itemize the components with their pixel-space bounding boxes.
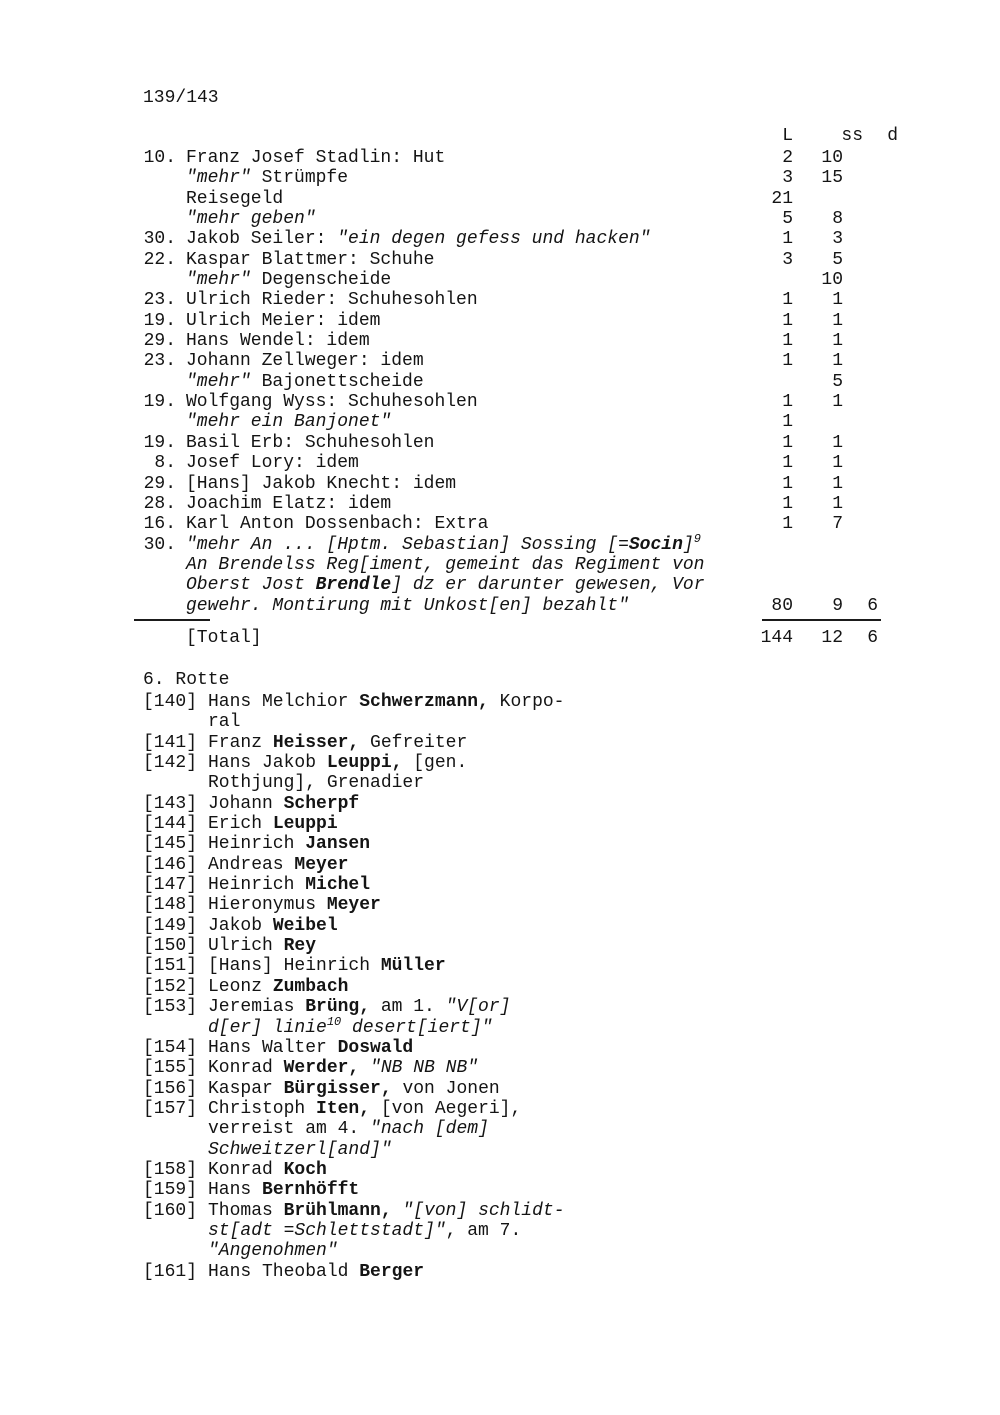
text-segment: st[adt =Schlettstadt]" — [208, 1220, 446, 1241]
entry-text — [186, 311, 753, 331]
text-segment: Hans Theobald — [208, 1261, 360, 1282]
text-segment: Iten, — [316, 1098, 371, 1119]
value-l: 2 — [782, 148, 793, 168]
text-segment: Jansen — [305, 834, 371, 855]
text-segment: Meyer — [294, 854, 349, 875]
roster-row — [143, 692, 565, 712]
roster-row — [143, 936, 565, 956]
value-l: 3 — [782, 168, 793, 189]
text-segment: Brüng, — [305, 997, 371, 1018]
text-segment: Hans Walter — [208, 1037, 338, 1058]
value-l: 1 — [782, 310, 793, 331]
text-segment: Rey — [283, 936, 317, 957]
text-segment: ] dz er darunter gewesen, Vor — [391, 575, 705, 596]
roster-id: [149] — [143, 915, 198, 936]
text-segment: "Angenohmen" — [208, 1241, 338, 1262]
roster-text — [208, 712, 240, 732]
text-segment: Konrad — [208, 1058, 284, 1079]
text-segment: Scherpf — [283, 793, 360, 814]
roster-row — [143, 773, 565, 793]
section-heading: 6. Rotte — [143, 670, 230, 690]
roster-id: [161] — [143, 1261, 198, 1282]
value-ss: 1 — [832, 351, 843, 372]
entry-number: 19. — [143, 392, 176, 413]
text-segment: [Hans] Heinrich — [208, 956, 381, 977]
entry-number: 19. — [143, 310, 176, 331]
roster-id: [152] — [143, 976, 198, 997]
ledger-row — [143, 148, 878, 168]
roster-text — [208, 692, 564, 712]
roster-text — [208, 1241, 338, 1261]
text-segment: Leuppi, — [326, 753, 403, 774]
header-spacer — [143, 126, 176, 146]
roster-row — [143, 875, 565, 895]
roster-row — [143, 814, 565, 834]
text-segment: [Hans] Jakob Knecht: idem — [186, 473, 457, 494]
value-l: 1 — [782, 229, 793, 250]
text-segment: Doswald — [337, 1037, 414, 1058]
ledger-row — [143, 596, 878, 616]
roster-id: [157] — [143, 1098, 198, 1119]
ledger-row — [143, 209, 878, 229]
text-segment: Michel — [305, 875, 371, 896]
value-ss: 10 — [821, 148, 843, 168]
entry-text — [186, 412, 753, 432]
text-segment: Socin — [628, 534, 683, 555]
text-segment: Müller — [380, 956, 446, 977]
ledger-row — [143, 351, 878, 371]
roster-row — [143, 1201, 565, 1221]
entry-text — [186, 514, 753, 534]
roster-id: [160] — [143, 1200, 198, 1221]
entry-number: 23. — [143, 290, 176, 311]
text-segment: [von Aegeri], — [370, 1098, 522, 1119]
value-ss: 1 — [832, 392, 843, 413]
roster-row — [143, 794, 565, 814]
value-ss: 1 — [832, 493, 843, 514]
roster-row — [143, 1099, 565, 1119]
text-segment: An Brendelss Reg[iment, gemeint das Regiment von — [186, 554, 705, 575]
value-d: 6 — [867, 595, 878, 616]
value-ss: 1 — [832, 290, 843, 311]
text-segment: Karl Anton Dossenbach: Extra — [186, 514, 489, 535]
roster-text — [208, 733, 467, 753]
text-segment: Franz — [208, 732, 273, 753]
entry-text — [186, 290, 753, 310]
value-ss: 8 — [832, 209, 843, 230]
roster-text — [208, 977, 348, 997]
roster-row — [143, 1079, 565, 1099]
roster-text — [208, 916, 338, 936]
roster-text — [208, 834, 370, 854]
value-l: 3 — [782, 249, 793, 270]
text-segment: Basil Erb: Schuhesohlen — [186, 432, 435, 453]
roster-row — [143, 1038, 565, 1058]
entry-number: 30. — [143, 534, 176, 555]
text-segment: "[von] schlidt- — [402, 1200, 565, 1221]
roster-row — [143, 977, 565, 997]
ledger-row — [143, 372, 878, 392]
total-value-d: 6 — [867, 628, 878, 648]
text-segment: "mehr" — [186, 270, 251, 291]
roster-row — [143, 855, 565, 875]
value-ss: 15 — [821, 168, 843, 189]
text-segment: Berger — [359, 1261, 425, 1282]
text-segment: Johann — [208, 793, 284, 814]
roster-text — [208, 1099, 521, 1119]
entry-text — [186, 331, 753, 351]
entry-text — [186, 250, 753, 270]
entry-text — [186, 531, 753, 555]
roster-row — [143, 733, 565, 753]
entry-number: 19. — [143, 432, 176, 453]
roster-text — [208, 1079, 500, 1099]
column-header-ss: ss — [841, 126, 863, 146]
roster-row — [143, 1262, 565, 1282]
text-segment: Zumbach — [272, 976, 349, 997]
roster-text — [208, 814, 338, 834]
ledger-row — [143, 331, 878, 351]
total-rule-left — [134, 619, 210, 621]
text-segment: Bürgisser, — [283, 1078, 392, 1099]
text-segment: , am 7. — [445, 1220, 522, 1241]
entry-number: 22. — [143, 249, 176, 270]
ledger-row — [143, 453, 878, 473]
roster-row — [143, 916, 565, 936]
text-segment: Heinrich — [208, 834, 306, 855]
roster-text — [208, 1058, 478, 1078]
roster-id: [156] — [143, 1078, 198, 1099]
text-segment: am 1. — [370, 997, 446, 1018]
text-segment: Reisegeld — [186, 188, 284, 209]
text-segment: Gefreiter — [359, 732, 468, 753]
entry-number: 29. — [143, 331, 176, 352]
roster-row — [143, 712, 565, 732]
total-rule-right — [762, 619, 881, 621]
entry-text — [186, 596, 753, 616]
text-segment: "mehr" — [186, 371, 251, 392]
text-segment: Meyer — [326, 895, 381, 916]
value-l: 1 — [782, 331, 793, 352]
value-l: 21 — [771, 188, 793, 209]
roster-text — [208, 773, 424, 793]
roster-id: [159] — [143, 1180, 198, 1201]
value-l: 1 — [782, 432, 793, 453]
roster-text — [208, 1140, 392, 1160]
text-segment: Leonz — [208, 976, 273, 997]
text-segment: d[er] linie — [208, 1017, 327, 1038]
entry-text — [186, 575, 753, 595]
text-segment: ] — [682, 534, 694, 555]
entry-text — [186, 433, 753, 453]
text-segment: Bernhöfft — [262, 1180, 360, 1201]
roster-text — [208, 1160, 327, 1180]
text-segment: Koch — [283, 1159, 327, 1180]
entry-text — [186, 229, 753, 249]
roster-id: [143] — [143, 793, 198, 814]
ledger — [143, 148, 878, 616]
text-segment: "mehr geben" — [186, 209, 316, 230]
roster-row — [143, 1119, 565, 1139]
header-spacer — [186, 126, 753, 146]
entry-text — [186, 474, 753, 494]
text-segment: 9 — [693, 531, 701, 546]
text-segment: Kaspar Blattmer: Schuhe — [186, 249, 435, 270]
entry-text — [186, 372, 753, 392]
column-header-l: L — [782, 126, 793, 146]
roster-id: [158] — [143, 1159, 198, 1180]
text-segment: [gen. — [402, 753, 468, 774]
text-segment: Hans Wendel: idem — [186, 331, 370, 352]
ledger-row — [143, 311, 878, 331]
value-ss: 5 — [832, 371, 843, 392]
roster-row — [143, 834, 565, 854]
roster-text — [208, 1262, 424, 1282]
text-segment: "mehr An ... [Hptm. Sebastian] Sossing [= — [186, 534, 629, 555]
value-l: 1 — [782, 453, 793, 474]
roster-id: [146] — [143, 854, 198, 875]
entry-text — [186, 494, 753, 514]
value-l: 1 — [782, 514, 793, 535]
text-segment: Christoph — [208, 1098, 317, 1119]
ledger-row — [143, 555, 878, 575]
text-segment: von Jonen — [391, 1078, 500, 1099]
value-ss: 5 — [832, 249, 843, 270]
value-ss: 1 — [832, 432, 843, 453]
roster-row — [143, 1241, 565, 1261]
ledger-row — [143, 168, 878, 188]
text-segment — [359, 1058, 370, 1078]
ledger-row — [143, 412, 878, 432]
entry-number: 28. — [143, 493, 176, 514]
text-segment: Kaspar — [208, 1078, 284, 1099]
text-segment: Jakob — [208, 915, 273, 936]
text-segment: ral — [208, 712, 241, 733]
total-row — [143, 628, 878, 648]
roster-text — [208, 956, 446, 976]
text-segment: Hans Jakob — [208, 753, 327, 774]
value-ss: 9 — [832, 595, 843, 616]
roster-text — [208, 1221, 521, 1241]
text-segment: Weibel — [272, 915, 338, 936]
entry-text — [186, 351, 753, 371]
total-value-l: 144 — [760, 628, 793, 648]
roster-row — [143, 1058, 565, 1078]
ledger-column-headers — [143, 126, 898, 146]
text-segment: Ulrich Meier: idem — [186, 310, 381, 331]
ledger-row — [143, 250, 878, 270]
roster-id: [145] — [143, 834, 198, 855]
value-ss: 7 — [832, 514, 843, 535]
ledger-row — [143, 290, 878, 310]
roster-id: [155] — [143, 1058, 198, 1079]
text-segment: Jakob Seiler: — [186, 229, 338, 250]
text-segment: Hans — [208, 1180, 263, 1201]
text-segment: gewehr. Montirung mit Unkost[en] bezahlt" — [186, 595, 629, 616]
text-segment: verreist am 4. — [208, 1119, 371, 1140]
text-segment: Rothjung], Grenadier — [208, 773, 425, 794]
roster-id: [153] — [143, 997, 198, 1018]
roster-row — [143, 997, 565, 1017]
text-segment: "V[or] — [445, 997, 511, 1018]
text-segment: 10 — [326, 1014, 342, 1029]
text-segment: Hans Melchior — [208, 692, 360, 712]
value-ss: 3 — [832, 229, 843, 250]
roster-id: [150] — [143, 936, 198, 957]
total-value-ss: 12 — [821, 628, 843, 648]
text-segment: Degenscheide — [250, 270, 392, 291]
entry-text — [186, 392, 753, 412]
roster-text — [208, 1201, 565, 1221]
value-l: 1 — [782, 290, 793, 311]
roster — [143, 692, 565, 1282]
text-segment: Bajonettscheide — [250, 371, 424, 392]
roster-row — [143, 895, 565, 915]
text-segment: Franz Josef Stadlin: Hut — [186, 148, 446, 168]
value-l: 1 — [782, 493, 793, 514]
roster-row — [143, 956, 565, 976]
roster-id: [147] — [143, 875, 198, 896]
ledger-row — [143, 531, 878, 555]
ledger-row — [143, 189, 878, 209]
ledger-row — [143, 270, 878, 290]
text-segment: Joachim Elatz: idem — [186, 493, 392, 514]
text-segment: Wolfgang Wyss: Schuhesohlen — [186, 392, 478, 413]
value-l: 1 — [782, 392, 793, 413]
text-segment: Korpo- — [488, 692, 565, 712]
value-l: 1 — [782, 412, 793, 433]
text-segment: Andreas — [208, 854, 295, 875]
entry-number: 30. — [143, 229, 176, 250]
value-ss: 1 — [832, 473, 843, 494]
roster-text — [208, 875, 370, 895]
roster-text — [208, 855, 348, 875]
value-ss: 10 — [821, 270, 843, 291]
roster-text — [208, 1038, 413, 1058]
entry-number: 10. — [143, 148, 176, 168]
text-segment: "NB NB NB" — [370, 1058, 479, 1079]
text-segment: Ulrich Rieder: Schuhesohlen — [186, 290, 478, 311]
roster-id: [140] — [143, 692, 198, 712]
roster-row — [143, 1221, 565, 1241]
page-number: 139/143 — [143, 88, 219, 108]
roster-id: [148] — [143, 895, 198, 916]
roster-id: [144] — [143, 814, 198, 835]
column-header-d: d — [887, 126, 898, 146]
roster-text — [208, 936, 316, 956]
text-segment: Brendle — [315, 575, 392, 596]
roster-id: [141] — [143, 732, 198, 753]
text-segment: Brühlmann, — [283, 1200, 392, 1221]
entry-text — [186, 270, 753, 290]
entry-number: 23. — [143, 351, 176, 372]
entry-text — [186, 148, 753, 168]
text-segment: Johann Zellweger: idem — [186, 351, 424, 372]
roster-text — [208, 794, 359, 814]
text-segment: "mehr ein Banjonet" — [186, 412, 392, 433]
roster-row — [143, 1160, 565, 1180]
ledger-row — [143, 514, 878, 534]
entry-number: 16. — [143, 514, 176, 535]
roster-id: [151] — [143, 956, 198, 977]
text-segment: Heisser, — [272, 732, 360, 753]
roster-row — [143, 1014, 565, 1038]
text-segment: Oberst Jost — [186, 575, 316, 596]
total-label: [Total] — [186, 628, 262, 648]
text-segment: "nach [dem] — [370, 1119, 489, 1140]
text-segment: "mehr" — [186, 168, 251, 189]
roster-text — [208, 1180, 359, 1200]
entry-number: 8. — [154, 453, 176, 474]
value-l: 1 — [782, 473, 793, 494]
ledger-row — [143, 392, 878, 412]
entry-text — [186, 453, 753, 473]
ledger-row — [143, 433, 878, 453]
roster-text — [208, 997, 510, 1017]
value-ss: 1 — [832, 453, 843, 474]
entry-text — [186, 168, 753, 188]
value-l: 5 — [782, 209, 793, 230]
text-segment: Ulrich — [208, 936, 284, 957]
text-segment: Heinrich — [208, 875, 306, 896]
entry-text — [186, 209, 753, 229]
entry-text — [186, 555, 753, 575]
value-l: 1 — [782, 351, 793, 372]
ledger-row — [143, 494, 878, 514]
text-segment: Schwerzmann, — [359, 692, 489, 712]
roster-row — [143, 1180, 565, 1200]
text-segment: Schweitzerl[and]" — [208, 1139, 392, 1160]
roster-id: [142] — [143, 753, 198, 774]
ledger-row — [143, 229, 878, 249]
text-segment: "ein degen gefess und hacken" — [337, 229, 651, 250]
ledger-row — [143, 575, 878, 595]
value-ss: 1 — [832, 331, 843, 352]
entry-number: 29. — [143, 473, 176, 494]
roster-row — [143, 1140, 565, 1160]
text-segment: Erich — [208, 814, 273, 835]
ledger-row — [143, 474, 878, 494]
text-segment: Konrad — [208, 1159, 284, 1180]
text-segment: Werder, — [283, 1058, 360, 1079]
roster-text — [208, 753, 467, 773]
text-segment: Leuppi — [272, 814, 338, 835]
roster-row — [143, 753, 565, 773]
text-segment: Strümpfe — [250, 168, 349, 189]
roster-text — [208, 895, 381, 915]
text-segment — [392, 1201, 403, 1221]
text-segment: desert[iert]" — [341, 1017, 493, 1038]
value-ss: 1 — [832, 310, 843, 331]
text-segment: Thomas — [208, 1200, 284, 1221]
text-segment: Jeremias — [208, 997, 306, 1018]
roster-id: [154] — [143, 1037, 198, 1058]
roster-text — [208, 1014, 493, 1038]
entry-text — [186, 189, 753, 209]
value-l: 80 — [771, 595, 793, 616]
text-segment: Hieronymus — [208, 895, 327, 916]
roster-text — [208, 1119, 489, 1139]
text-segment: Josef Lory: idem — [186, 453, 359, 474]
